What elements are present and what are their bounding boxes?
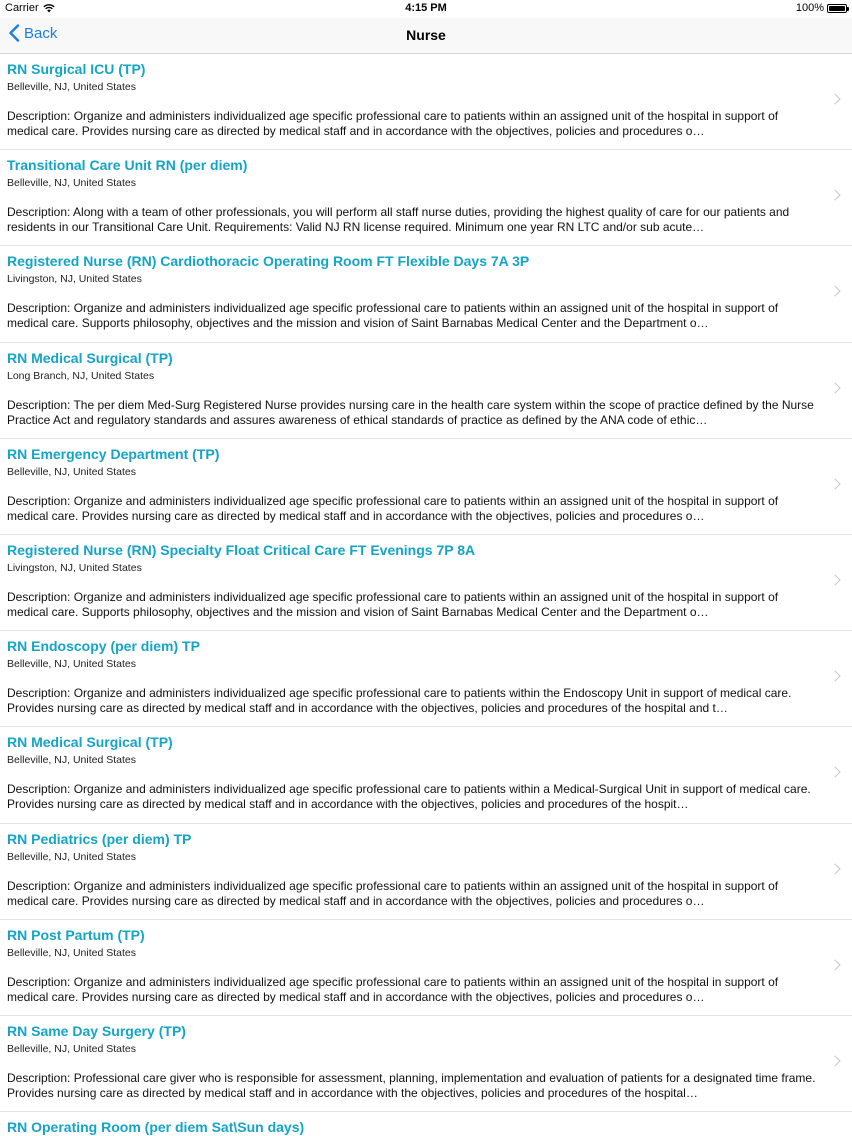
job-row[interactable] xyxy=(0,343,852,439)
job-row[interactable] xyxy=(0,631,852,727)
job-description: Description: Organize and administers individualized age specific professional care to patients within the Endoscopy Unit in support of medical care. Provides nursing care as directed by medical staff and in accordance with the objectives, policies and procedures of the hospital and t… xyxy=(7,686,792,716)
battery-fill xyxy=(829,6,845,11)
clock: 4:15 PM xyxy=(405,2,447,14)
job-description: Description: Along with a team of other professionals, you will perform all staff nurse duties, providing the highest quality of care for our patients and residents in our Transitional Care Unit. Requirements: Valid NJ RN license required. Minimum one year RN LTC and/or sub acute… xyxy=(7,205,790,235)
job-title: RN Emergency Department (TP) xyxy=(7,445,220,462)
chevron-right-icon xyxy=(829,190,840,201)
job-row[interactable] xyxy=(0,920,852,1016)
job-row[interactable] xyxy=(0,54,852,150)
job-location: Belleville, NJ, United States xyxy=(7,81,136,93)
job-row[interactable] xyxy=(0,1112,852,1136)
job-title: RN Surgical ICU (TP) xyxy=(7,61,146,77)
job-title: Transitional Care Unit RN (per diem) xyxy=(7,157,248,174)
chevron-left-icon xyxy=(8,24,20,42)
job-location: Belleville, NJ, United States xyxy=(7,754,136,767)
job-location: Livingston, NJ, United States xyxy=(7,561,142,574)
job-location: Belleville, NJ, United States xyxy=(7,1042,136,1055)
back-button[interactable] xyxy=(8,24,57,42)
job-location: Belleville, NJ, United States xyxy=(7,658,136,671)
job-location: Belleville, NJ, United States xyxy=(7,465,136,478)
job-title: Registered Nurse (RN) Specialty Float Critical Care FT Evenings 7P 8A xyxy=(7,541,476,558)
navigation-bar xyxy=(0,18,852,54)
battery-icon xyxy=(827,4,847,13)
job-description: Description: Organize and administers individualized age specific professional care to patients within an assigned unit of the hospital in support of medical care. Provides nursing care as directed by medical staff and in accordance with the objectives, policies and procedures o… xyxy=(7,974,779,1004)
job-location: Belleville, NJ, United States xyxy=(7,946,136,959)
chevron-right-icon xyxy=(829,93,840,104)
job-location: Long Branch, NJ, United States xyxy=(7,369,155,382)
chevron-right-icon xyxy=(829,286,840,297)
job-location: Belleville, NJ, United States xyxy=(7,177,136,190)
job-description: Description: Organize and administers individualized age specific professional care to patients within a Medical-Surgical Unit in support of medical care. Provides nursing care as directed by medical staff and in accordance with the objectives, policies and procedures of the hospit… xyxy=(7,782,811,812)
job-description: Description: Organize and administers individualized age specific professional care to patients within an assigned unit of the hospital in support of medical care. Supports philosophy, objectives and the mission and vision of Saint Barnabas Medical Center and the Department o… xyxy=(7,589,779,619)
job-row[interactable] xyxy=(0,535,852,631)
chevron-right-icon xyxy=(829,670,840,681)
job-description: Description: The per diem Med-Surg Registered Nurse provides nursing care in the health care system within the scope of practice defined by the Nurse Practice Act and regulatory standards and assures awareness of ethical standards of practice as defined by the ANA code of ethic… xyxy=(7,397,814,427)
job-title: RN Endoscopy (per diem) TP xyxy=(7,638,200,655)
chevron-right-icon xyxy=(829,863,840,874)
chevron-right-icon xyxy=(829,959,840,970)
job-row[interactable] xyxy=(0,150,852,246)
job-title: RN Medical Surgical (TP) xyxy=(7,349,173,366)
battery-percent: 100% xyxy=(795,2,824,14)
job-row[interactable] xyxy=(0,727,852,823)
job-title: RN Pediatrics (per diem) TP xyxy=(7,830,192,847)
job-description: Description: Organize and administers individualized age specific professional care to patients within an assigned unit of the hospital in support of medical care. Provides nursing care as directed by medical staff and in accordance with the objectives, policies and procedures o… xyxy=(7,878,779,908)
battery-indicator xyxy=(796,2,847,14)
job-row[interactable] xyxy=(0,824,852,920)
job-title: RN Same Day Surgery (TP) xyxy=(7,1022,186,1039)
back-button-label: Back xyxy=(24,24,58,42)
chevron-right-icon xyxy=(829,767,840,778)
job-description: Description: Organize and administers individualized age specific professional care to patients within an assigned unit of the hospital in support of medical care. Supports philosophy, objectives and the mission and vision of Saint Barnabas Medical Center and the Department o… xyxy=(7,301,779,331)
chevron-right-icon xyxy=(829,574,840,585)
chevron-right-icon xyxy=(829,478,840,489)
job-list xyxy=(0,54,852,1136)
job-title: RN Medical Surgical (TP) xyxy=(7,734,173,751)
status-bar xyxy=(0,0,852,18)
chevron-right-icon xyxy=(829,1055,840,1066)
job-description: Description: Organize and administers individualized age specific professional care to patients within an assigned unit of the hospital in support of medical care. Provides nursing care as directed by medical staff and in accordance with the objectives, policies and procedures o… xyxy=(7,109,779,138)
job-location: Belleville, NJ, United States xyxy=(7,850,136,863)
job-row[interactable] xyxy=(0,246,852,342)
job-title: Registered Nurse (RN) Cardiothoracic Operating Room FT Flexible Days 7A 3P xyxy=(7,253,530,270)
job-description: Description: Organize and administers individualized age specific professional care to patients within an assigned unit of the hospital in support of medical care. Provides nursing care as directed by medical staff and in accordance with the objectives, policies and procedures o… xyxy=(7,493,779,523)
job-row[interactable] xyxy=(0,439,852,535)
job-description: Description: Professional care giver who is responsible for assessment, planning, implementation and evaluation of patients for a designated time frame. Provides nursing care as directed by medical staff and in accordance with the objectives, policies and procedures of the hospital… xyxy=(7,1070,816,1100)
job-title: RN Post Partum (TP) xyxy=(7,926,145,943)
page-title: Nurse xyxy=(406,27,446,43)
job-row[interactable] xyxy=(0,1016,852,1112)
chevron-right-icon xyxy=(829,382,840,393)
job-location: Livingston, NJ, United States xyxy=(7,273,142,286)
carrier-label: Carrier xyxy=(5,2,39,14)
job-title: RN Operating Room (per diem Sat\Sun days) xyxy=(7,1119,305,1136)
